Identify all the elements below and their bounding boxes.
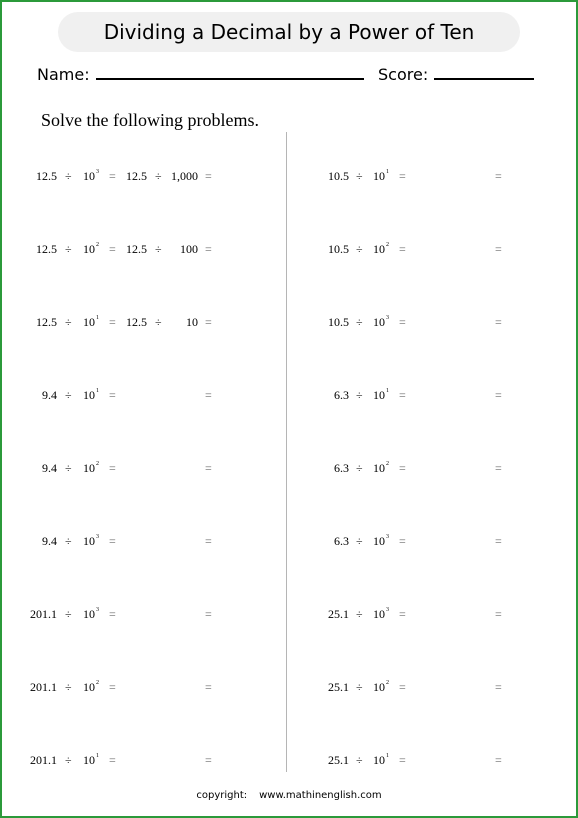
power-of-ten [373,460,389,476]
divide-sign: ÷ [356,242,363,256]
expanded-dividend: 12.5 [126,169,147,183]
equals-sign: = [399,388,406,402]
equals-sign: = [109,388,116,402]
exponent: 2 [96,242,99,248]
equals-sign: = [205,388,212,402]
exponent: 1 [96,315,99,321]
base: 10 [373,461,385,475]
divide-sign: ÷ [65,315,72,329]
column-divider [286,132,287,772]
problem-row [318,460,518,476]
exponent: 3 [386,315,389,321]
power-of-ten [83,533,99,549]
dividend: 201.1 [30,680,57,694]
base: 10 [83,753,95,767]
equals-sign: = [205,242,212,256]
problem-row [20,387,220,403]
problem-row [20,752,220,768]
base: 10 [373,753,385,767]
name-blank [96,62,364,80]
power-of-ten [83,606,99,622]
problem-row [318,533,518,549]
equals-sign: = [109,534,116,548]
problem-row [318,314,518,330]
divide-sign: ÷ [356,388,363,402]
divide-sign: ÷ [65,680,72,694]
equals-sign: = [205,753,212,767]
dividend: 25.1 [328,680,349,694]
exponent: 3 [96,607,99,613]
dividend: 6.3 [334,534,349,548]
base: 10 [373,315,385,329]
dividend: 6.3 [334,388,349,402]
equals-sign: = [495,388,502,402]
base: 10 [373,680,385,694]
equals-sign: = [109,680,116,694]
problem-row [20,168,220,184]
equals-sign: = [495,607,502,621]
dividend: 25.1 [328,607,349,621]
equals-sign: = [109,461,116,475]
exponent: 3 [386,607,389,613]
power-of-ten [373,387,389,403]
power-of-ten [83,387,99,403]
score-label: Score: [378,65,429,84]
power-of-ten [83,241,99,257]
equals-sign: = [495,534,502,548]
base: 10 [373,242,385,256]
power-of-ten [373,679,389,695]
equals-sign: = [399,242,406,256]
divide-sign: ÷ [65,753,72,767]
copyright-label: copyright: [196,790,248,801]
power-of-ten [83,679,99,695]
dividend: 9.4 [42,534,57,548]
problem-row [20,314,220,330]
score-field [378,62,534,84]
power-of-ten [373,752,389,768]
power-of-ten [373,606,389,622]
base: 10 [83,461,95,475]
exponent: 1 [386,388,389,394]
dividend: 10.5 [328,242,349,256]
exponent: 3 [386,534,389,540]
exponent: 1 [96,388,99,394]
equals-sign: = [399,315,406,329]
equals-sign: = [495,753,502,767]
problem-row [318,241,518,257]
equals-sign: = [109,242,116,256]
equals-sign: = [109,753,116,767]
divide-sign: ÷ [155,169,162,183]
divide-sign: ÷ [356,607,363,621]
dividend: 12.5 [36,169,57,183]
dividend: 12.5 [36,315,57,329]
dividend: 12.5 [36,242,57,256]
power-of-ten [373,168,389,184]
base: 10 [373,388,385,402]
power-of-ten [83,460,99,476]
equals-sign: = [495,680,502,694]
base: 10 [373,169,385,183]
equals-sign: = [205,534,212,548]
website-text: www.mathinenglish.com [259,790,382,801]
dividend: 9.4 [42,388,57,402]
problem-row [318,679,518,695]
base: 10 [83,680,95,694]
problem-row [20,460,220,476]
equals-sign: = [205,680,212,694]
exponent: 3 [96,169,99,175]
problem-row [318,606,518,622]
equals-sign: = [399,534,406,548]
equals-sign: = [399,169,406,183]
divide-sign: ÷ [356,315,363,329]
dividend: 9.4 [42,461,57,475]
dividend: 10.5 [328,315,349,329]
divide-sign: ÷ [65,169,72,183]
base: 10 [373,534,385,548]
equals-sign: = [205,607,212,621]
expanded-dividend: 12.5 [126,242,147,256]
score-blank [434,62,534,80]
equals-sign: = [109,315,116,329]
power-of-ten [83,168,99,184]
equals-sign: = [495,242,502,256]
equals-sign: = [205,315,212,329]
dividend: 10.5 [328,169,349,183]
expanded-divisor: 10 [186,315,198,329]
problem-row [318,168,518,184]
problem-row [20,679,220,695]
instructions: Solve the following problems. [41,110,259,130]
exponent: 2 [386,242,389,248]
dividend: 201.1 [30,753,57,767]
exponent: 3 [96,534,99,540]
equals-sign: = [205,461,212,475]
power-of-ten [373,533,389,549]
equals-sign: = [495,315,502,329]
dividend: 6.3 [334,461,349,475]
equals-sign: = [399,461,406,475]
problem-row [318,752,518,768]
divide-sign: ÷ [356,680,363,694]
power-of-ten [83,752,99,768]
dividend: 25.1 [328,753,349,767]
problem-row [20,606,220,622]
problem-row [20,241,220,257]
divide-sign: ÷ [155,315,162,329]
base: 10 [83,534,95,548]
problem-row [20,533,220,549]
worksheet-title: Dividing a Decimal by a Power of Ten [58,12,520,52]
base: 10 [83,242,95,256]
equals-sign: = [399,680,406,694]
power-of-ten [373,241,389,257]
equals-sign: = [495,461,502,475]
equals-sign: = [399,753,406,767]
power-of-ten [83,314,99,330]
divide-sign: ÷ [356,461,363,475]
exponent: 1 [386,169,389,175]
divide-sign: ÷ [356,169,363,183]
divide-sign: ÷ [65,534,72,548]
exponent: 1 [96,753,99,759]
exponent: 2 [96,461,99,467]
base: 10 [83,169,95,183]
name-label: Name: [37,65,90,84]
divide-sign: ÷ [356,534,363,548]
equals-sign: = [495,169,502,183]
name-field [37,62,364,84]
expanded-divisor: 1,000 [171,169,198,183]
divide-sign: ÷ [65,242,72,256]
equals-sign: = [109,607,116,621]
base: 10 [83,315,95,329]
divide-sign: ÷ [356,753,363,767]
problem-row [318,387,518,403]
exponent: 2 [386,461,389,467]
equals-sign: = [109,169,116,183]
divide-sign: ÷ [155,242,162,256]
power-of-ten [373,314,389,330]
base: 10 [83,607,95,621]
exponent: 2 [96,680,99,686]
expanded-divisor: 100 [180,242,198,256]
equals-sign: = [205,169,212,183]
equals-sign: = [399,607,406,621]
exponent: 2 [386,680,389,686]
divide-sign: ÷ [65,461,72,475]
divide-sign: ÷ [65,388,72,402]
exponent: 1 [386,753,389,759]
base: 10 [373,607,385,621]
dividend: 201.1 [30,607,57,621]
expanded-dividend: 12.5 [126,315,147,329]
divide-sign: ÷ [65,607,72,621]
footer [0,790,578,801]
base: 10 [83,388,95,402]
